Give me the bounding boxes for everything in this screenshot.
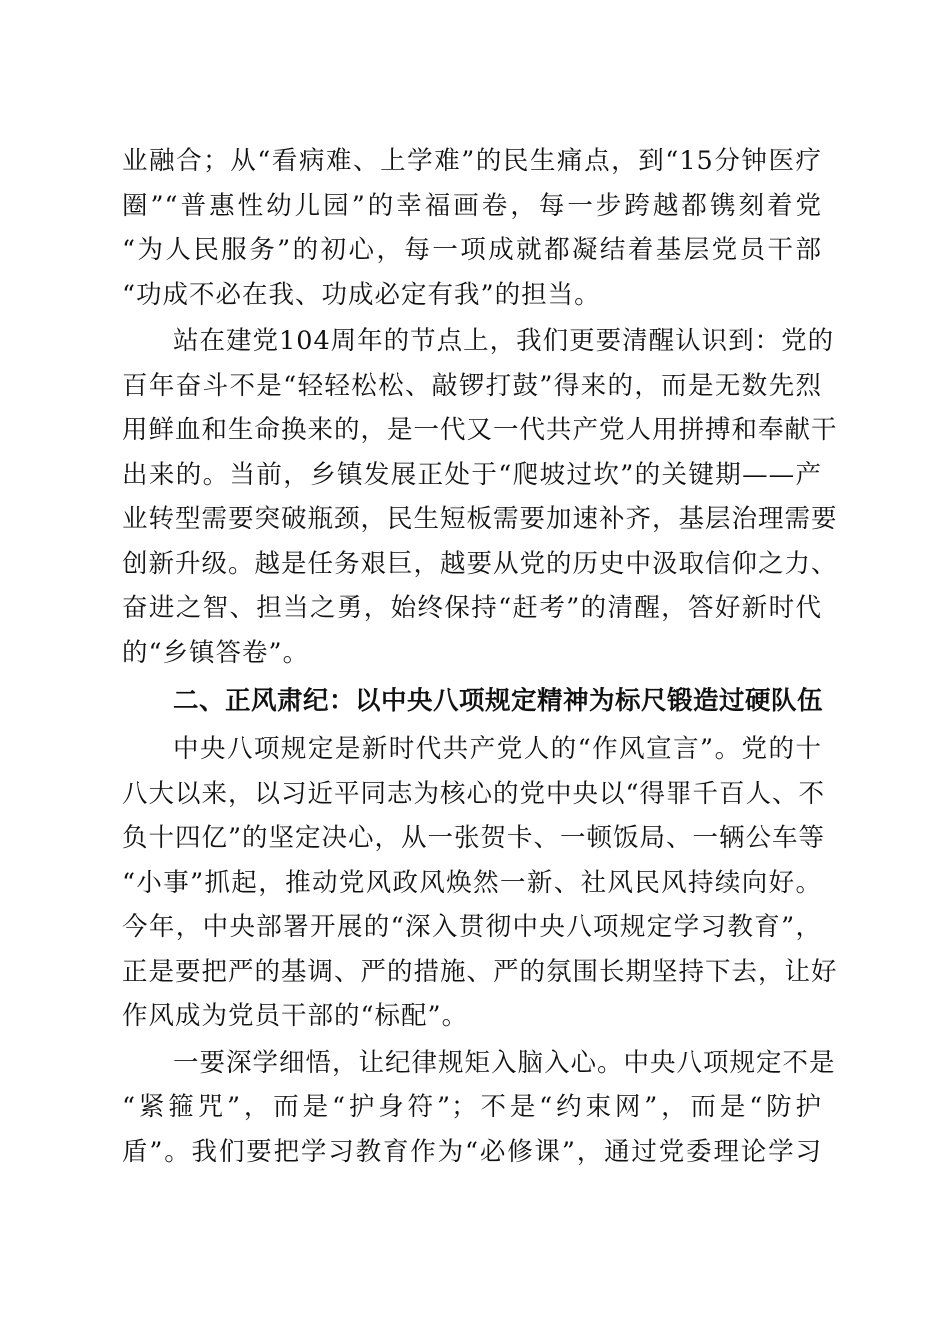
text-line: 中央八项规定是新时代共产党人的“作风宣言”。党的十 [173, 734, 822, 764]
text-line: 今年，中央部署开展的“深入贯彻中央八项规定学习教育”， [122, 912, 822, 942]
document-body [122, 139, 838, 1174]
text-line: 负十四亿”的坚定决心，从一张贺卡、一顿饭局、一辆公车等 [122, 823, 826, 853]
text-line: 圈”“普惠性幼儿园”的幸福画卷，每一步跨越都镌刻着党 [122, 190, 822, 221]
text-line: “为人民服务”的初心，每一项成就都凝结着基层党员干部 [122, 235, 822, 265]
text-line: 业融合；从“看病难、上学难”的民生痛点，到“15分钟医疗 [122, 146, 822, 176]
text-line: 奋进之智、担当之勇，始终保持“赶考”的清醒，答好新时代 [122, 593, 822, 623]
text-line: 用鲜血和生命换来的，是一代又一代共产党人用拼搏和奉献干 [122, 415, 838, 445]
text-line: “小事”抓起，推动党风政风焕然一新、社风民风持续向好。 [122, 867, 822, 898]
paragraph-1 [122, 139, 822, 317]
text-line: 的“乡镇答卷”。 [122, 637, 310, 668]
text-line: 正是要把严的基调、严的措施、严的氛围长期坚持下去，让好 [122, 956, 838, 987]
text-line: 一要深学细悟，让纪律规矩入脑入心。中央八项规定不是 [173, 1047, 836, 1078]
heading-2: 二、正风肃纪：以中央八项规定精神为标尺锻造过硬队伍 [173, 686, 824, 716]
paragraph-3 [122, 727, 838, 1039]
text-line: “紧箍咒”，而是“护身符”；不是“约束网”，而是“防护 [122, 1092, 822, 1122]
text-line: 出来的。当前，乡镇发展正处于“爬坡过坎”的关键期——产 [122, 459, 822, 490]
text-line: 创新升级。越是任务艰巨，越要从党的历史中汲取信仰之力、 [122, 548, 838, 579]
text-line: 八大以来，以习近平同志为核心的党中央以“得罪千百人、不 [122, 778, 826, 809]
text-line: 站在建党104周年的节点上，我们更要清醒认识到：党的 [173, 326, 835, 356]
text-line: “功成不必在我、功成必定有我”的担当。 [122, 279, 601, 310]
text-line: 百年奋斗不是“轻轻松松、敲锣打鼓”得来的，而是无数先烈 [122, 370, 822, 401]
paragraph-4 [122, 1041, 836, 1175]
text-line: 盾”。我们要把学习教育作为“必修课”，通过党委理论学习 [122, 1136, 822, 1167]
paragraph-2 [122, 319, 838, 675]
text-line: 作风成为党员干部的“标配”。 [122, 1001, 469, 1031]
text-line: 业转型需要突破瓶颈，民生短板需要加速补齐，基层治理需要 [122, 504, 838, 534]
section-heading [122, 677, 822, 725]
